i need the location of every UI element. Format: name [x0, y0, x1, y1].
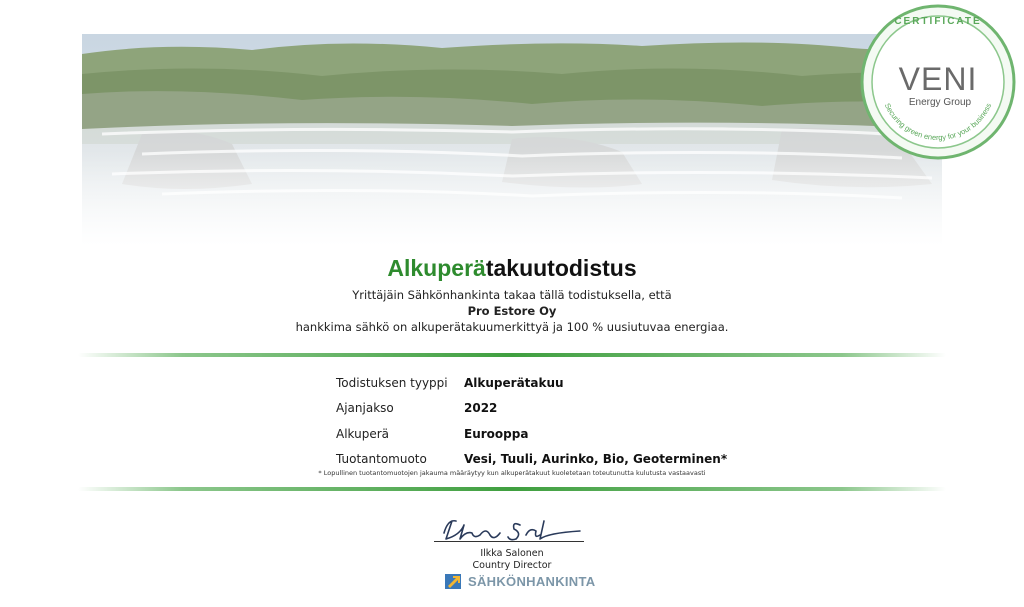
signer-title: Country Director [472, 560, 552, 571]
detail-label: Tuotantomuoto [336, 452, 427, 467]
company-logo [445, 571, 595, 591]
title-rest: takuutodistus [485, 255, 637, 281]
certificate-badge [858, 2, 1018, 162]
intro-line: Yrittäjäin Sähkönhankinta takaa tällä todistuksella, että [352, 288, 672, 302]
badge-arc-text: Securing green energy for your business [882, 101, 994, 143]
logo-text: SÄHKÖNHANKINTA [468, 573, 596, 589]
details-table [336, 370, 727, 472]
detail-value: Eurooppa [464, 426, 529, 441]
badge-top-text: CERTIFICATE [894, 16, 982, 27]
detail-value: Vesi, Tuuli, Aurinko, Bio, Geoterminen* [464, 452, 728, 467]
detail-value: 2022 [464, 401, 498, 416]
detail-value: Alkuperätakuu [464, 375, 564, 390]
badge-sub: Energy Group [908, 97, 972, 108]
arrow-mark-icon [445, 572, 465, 590]
page-title [0, 255, 1024, 282]
detail-label: Ajanjakso [336, 401, 394, 416]
detail-row [336, 396, 727, 422]
footnote: * Lopullinen tuotantomuotojen jakauma määräytyy kun alkuperätakuut kuoletetaan toteutunutta kulutusta vastaavasti [318, 469, 706, 477]
signature-line [434, 541, 584, 542]
detail-row [336, 421, 727, 447]
signer-name: Ilkka Salonen [480, 548, 544, 559]
detail-row [336, 370, 727, 396]
statement-line: hankkima sähkö on alkuperätakuumerkittyä ja 100 % uusiutuvaa energiaa. [295, 320, 729, 334]
detail-label: Alkuperä [336, 426, 390, 441]
title-accent: Alkuperä [387, 255, 486, 281]
divider-top [78, 353, 946, 357]
divider-bottom [78, 487, 946, 491]
badge-brand: VENI [898, 61, 978, 97]
company-name: Pro Estore Oy [467, 304, 557, 318]
header-landscape-image [82, 34, 942, 246]
detail-label: Todistuksen tyyppi [336, 375, 448, 390]
